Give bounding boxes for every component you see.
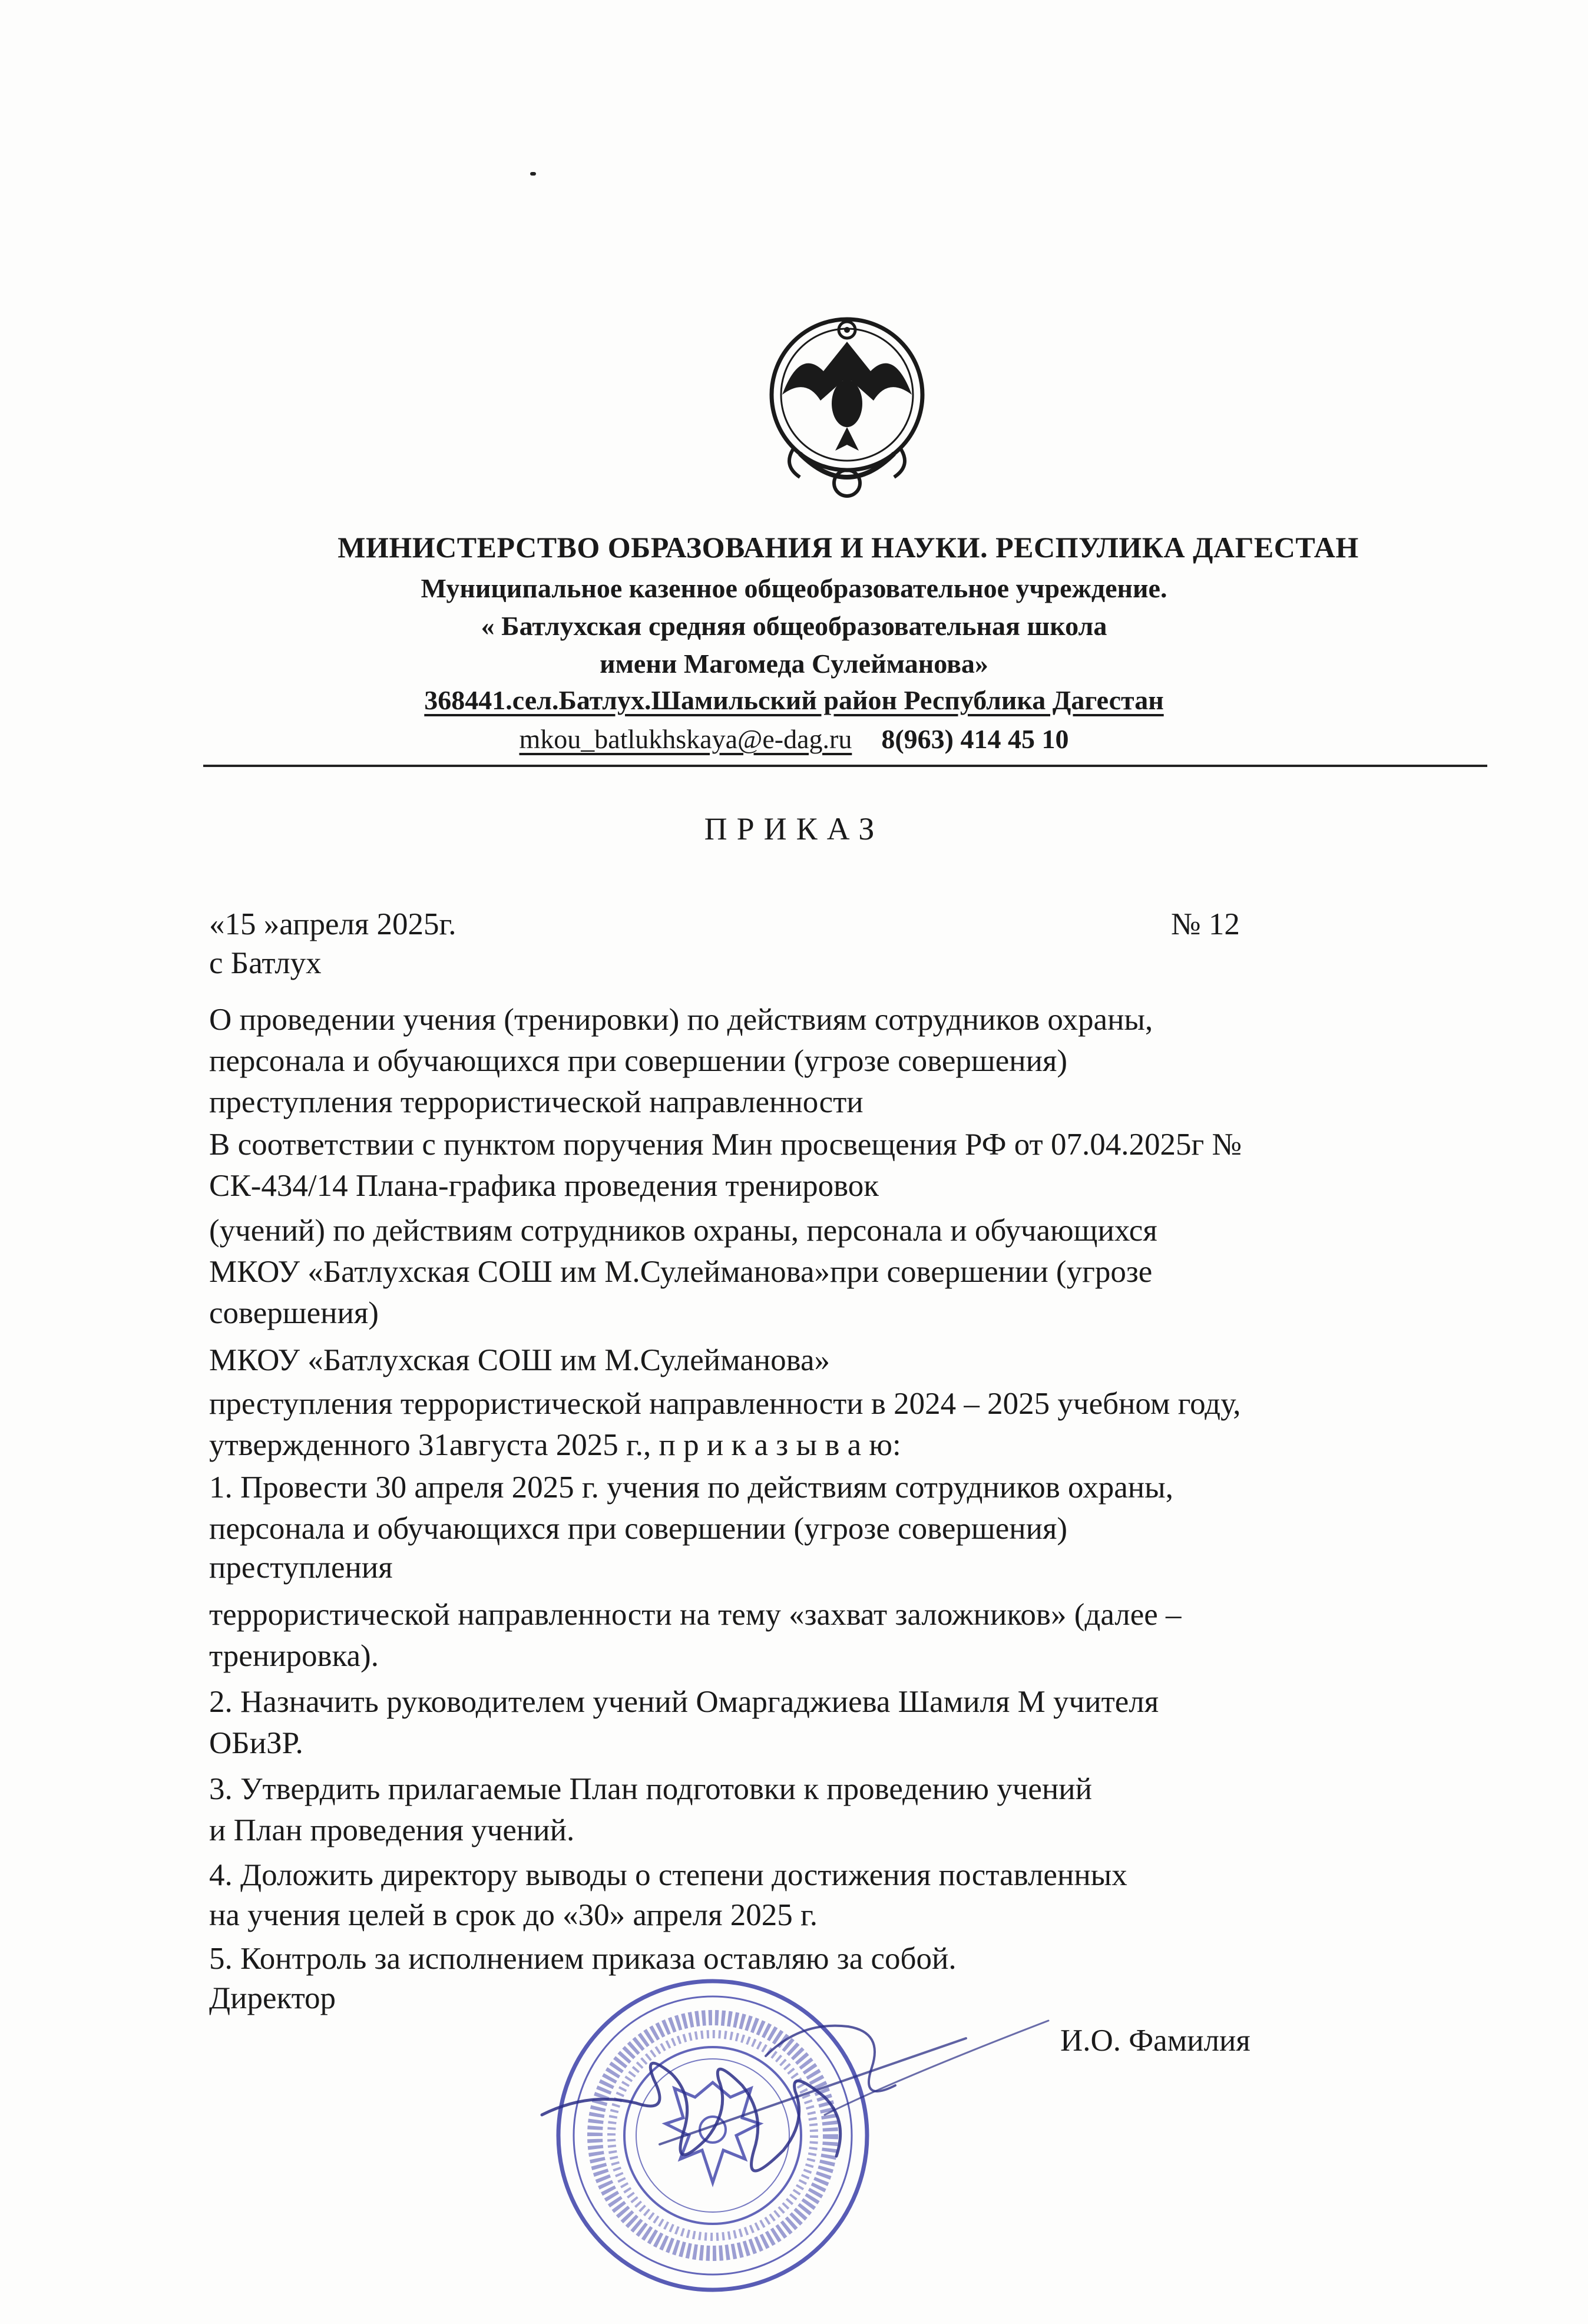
body-line: (учений) по действиям сотрудников охраны, персонала и обучающихся [209,1214,1157,1248]
body-line: тренировка). [209,1639,379,1673]
school-name: « Батлухская средняя общеобразовательная школа [481,611,1107,641]
email-link[interactable]: mkou_batlukhskaya@e-dag.ru [519,724,852,754]
body-line: СК-434/14 Плана-графика проведения тренировок [209,1169,879,1203]
body-line: МКОУ «Батлухская СОШ им М.Сулейманова» [209,1343,831,1377]
document-title: ПРИКАЗ [704,811,884,847]
contact-line [0,723,1588,755]
phone-number: 8(963) 414 45 10 [881,724,1069,754]
school-address: 368441.сел.Батлух.Шамильский район Республика Дагестан [424,685,1164,715]
body-line: преступления террористической направленности [209,1085,864,1119]
body-line: В соответствии с пунктом поручения Мин просвещения РФ от 07.04.2025г № [209,1128,1242,1162]
body-line: утвержденного 31августа 2025 г., п р и к а з ы в а ю: [209,1428,901,1462]
body-line: 3. Утвердить прилагаемые План подготовки к проведению учений [209,1772,1093,1806]
body-line: 1. Провести 30 апреля 2025 г. учения по действиям сотрудников охраны, [209,1470,1173,1505]
body-line: террористической направленности на тему «захват заложников» (далее – [209,1598,1182,1632]
body-line: персонала и обучающихся при совершении (угрозе совершения) [209,1044,1067,1078]
body-line: 4. Доложить директору выводы о степени достижения поставленных [209,1858,1127,1892]
signatory-position: Директор [209,1981,336,2015]
body-line: 5. Контроль за исполнением приказа оставляю за собой. [209,1942,957,1976]
dagestan-coat-of-arms-icon [759,306,935,507]
body-line: 2. Назначить руководителем учений Омаргаджиева Шамиля М учителя [209,1685,1159,1719]
ministry-title: МИНИСТЕРСТВО ОБРАЗОВАНИЯ И НАУКИ. РЕСПУЛИКА ДАГЕСТАН [338,531,1359,564]
body-line: МКОУ «Батлухская СОШ им М.Сулейманова»при совершении (угрозе [209,1255,1153,1289]
body-line: на учения целей в срок до «30» апреля 2025 г. [209,1898,818,1932]
header-divider [203,765,1487,767]
school-name-continued: имени Магомеда Сулейманова» [600,649,988,679]
signatory-name: И.О. Фамилия [1060,2024,1250,2058]
body-line: персонала и обучающихся при совершении (угрозе совершения) [209,1512,1067,1546]
body-line: с Батлух [209,946,322,980]
body-line: совершения) [209,1296,379,1330]
document-number: № 12 [1171,907,1240,941]
body-line: О проведении учения (тренировки) по действиям сотрудников охраны, [209,1003,1153,1037]
body-line: ОБиЗР. [209,1726,303,1760]
handwritten-signature [518,1938,1107,2244]
institution-type: Муниципальное казенное общеобразовательное учреждение. [421,573,1167,603]
document-date: «15 »апреля 2025г. [209,907,456,941]
body-line: преступления [209,1551,393,1585]
body-line: преступления террористической направленности в 2024 – 2025 учебном году, [209,1387,1241,1421]
body-line: и План проведения учений. [209,1813,575,1847]
scan-speck [530,172,536,176]
